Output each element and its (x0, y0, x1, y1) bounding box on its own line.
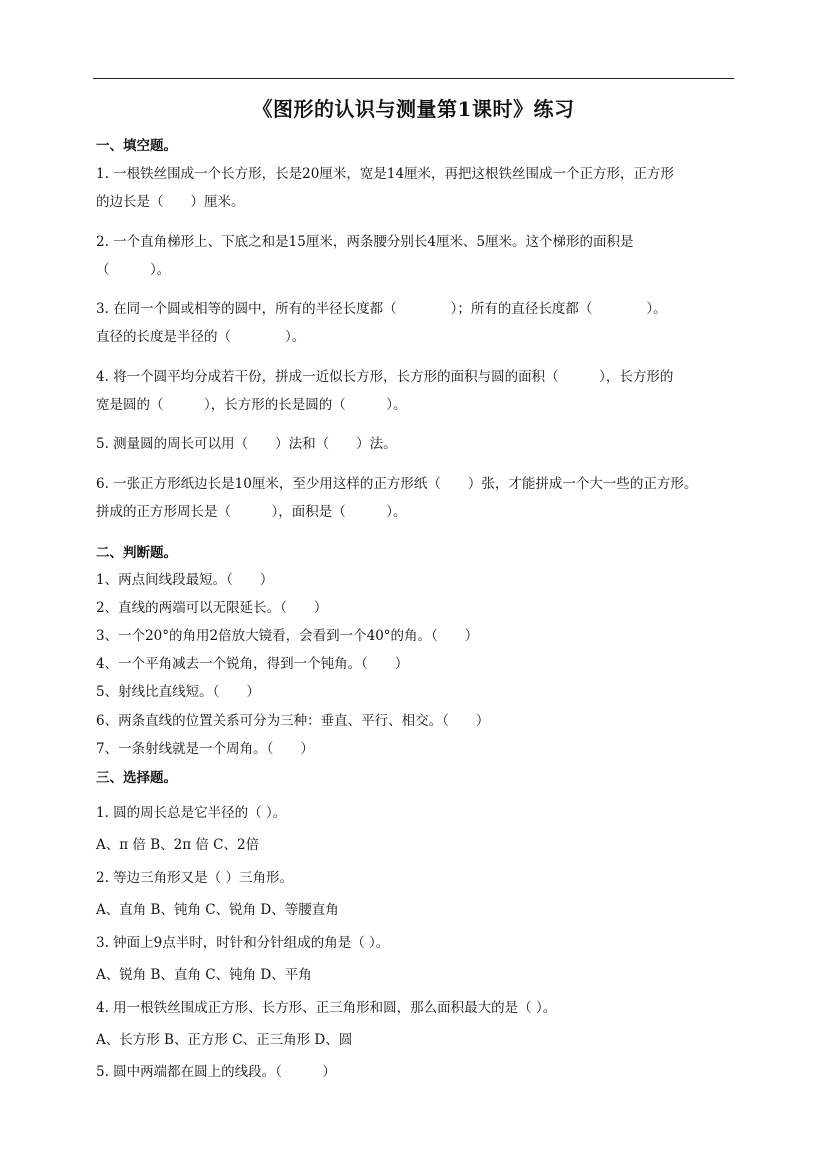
judge-item: 5、射线比直线短。（ ） (96, 684, 260, 700)
question-line: 2. 一个直角梯形上、下底之和是15厘米，两条腰分别长4厘米、5厘米。这个梯形的面积是 (96, 234, 634, 250)
question-line: （ ）。 (96, 262, 171, 278)
judge-item: 3、一个20°的角用2倍放大镜看，会看到一个40°的角。（ ） (96, 628, 479, 644)
question-line: 的边长是（ ）厘米。 (96, 194, 245, 210)
choice-question: 4. 用一根铁丝围成正方形、长方形、正三角形和圆，那么面积最大的是（ ）。 (96, 1000, 557, 1016)
section-heading-fill-blank: 一、填空题。 (96, 138, 177, 154)
choice-options: A、长方形 B、正方形 C、正三角形 D、圆 (96, 1032, 353, 1048)
choice-options: A、锐角 B、直角 C、钝角 D、平角 (96, 967, 312, 983)
question-line: 6. 一张正方形纸边长是10厘米，至少用这样的正方形纸（ ）张，才能拼成一个大一些的正方形。 (96, 476, 698, 492)
choice-question: 2. 等边三角形又是（ ）三角形。 (96, 870, 293, 886)
question-line: 5. 测量圆的周长可以用（ ）法和（ ）法。 (96, 436, 397, 452)
section-heading-multiple-choice: 三、选择题。 (96, 770, 177, 786)
judge-item: 2、直线的两端可以无限延长。（ ） (96, 600, 328, 616)
question-line: 3. 在同一个圆或相等的圆中，所有的半径长度都（ ）；所有的直径长度都（ ）。 (96, 301, 667, 317)
header-rule (93, 78, 734, 79)
choice-options: A、π 倍 B、2π 倍 C、2倍 (96, 837, 260, 853)
question-line: 1. 一根铁丝围成一个长方形，长是20厘米，宽是14厘米，再把这根铁丝围成一个正方形，正方形 (96, 166, 675, 182)
judge-item: 1、两点间线段最短。（ ） (96, 572, 274, 588)
question-line: 直径的长度是半径的（ ）。 (96, 329, 306, 345)
judge-item: 4、一个平角减去一个锐角，得到一个钝角。（ ） (96, 656, 409, 672)
choice-question: 5. 圆中两端都在圆上的线段。（ ） (96, 1064, 336, 1080)
section-heading-true-false: 二、判断题。 (96, 545, 177, 561)
question-line: 宽是圆的（ ），长方形的长是圆的（ ）。 (96, 397, 407, 413)
question-line: 拼成的正方形周长是（ ），面积是（ ）。 (96, 504, 407, 520)
choice-options: A、直角 B、钝角 C、锐角 D、等腰直角 (96, 902, 339, 918)
page-title: 《图形的认识与测量第1课时》练习 (252, 97, 575, 121)
choice-question: 3. 钟面上9点半时，时针和分针组成的角是（ ）。 (96, 935, 390, 951)
judge-item: 6、两条直线的位置关系可分为三种：垂直、平行、相交。（ ） (96, 713, 490, 729)
choice-question: 1. 圆的周长总是它半径的（ ）。 (96, 805, 287, 821)
judge-item: 7、一条射线就是一个周角。（ ） (96, 741, 314, 757)
question-line: 4. 将一个圆平均分成若干份，拼成一近似长方形，长方形的面积与圆的面积（ ），长方形的 (96, 369, 674, 385)
